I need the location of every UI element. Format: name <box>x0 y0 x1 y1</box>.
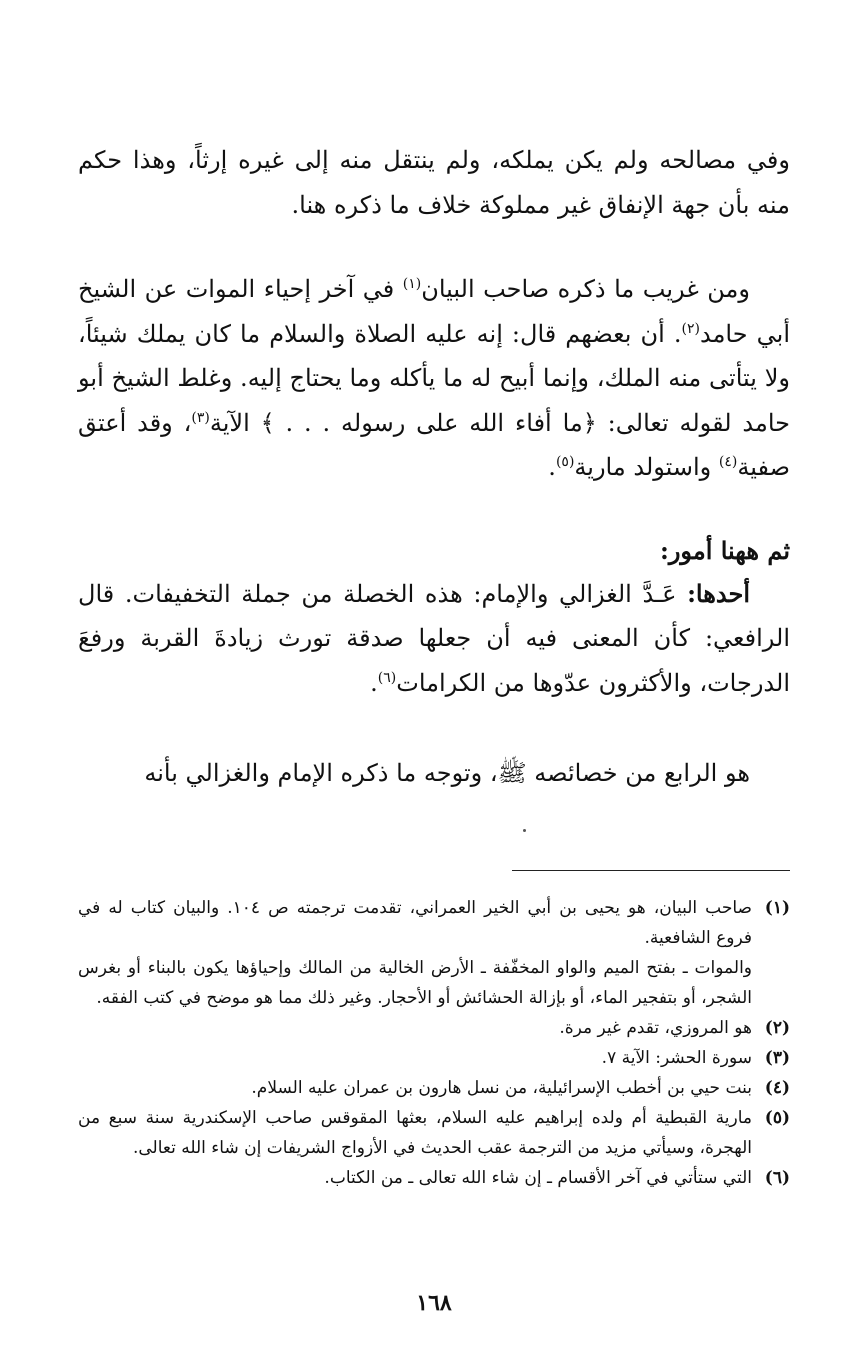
footnote-ref-1[interactable]: (١) <box>402 276 422 292</box>
footnote-2 <box>78 1013 790 1043</box>
footnotes <box>78 893 790 1193</box>
footnote-ref-5[interactable]: (٥) <box>555 454 575 470</box>
main-text <box>78 138 790 796</box>
footnote-5 <box>78 1103 790 1163</box>
footnote-ref-6[interactable]: (٦) <box>377 669 397 686</box>
footnote-ref-4[interactable]: (٤) <box>718 454 738 470</box>
footnote-number: (٣) <box>764 1048 790 1068</box>
footnote-number: (٢) <box>764 1018 790 1038</box>
footnote-divider <box>512 870 790 871</box>
text-span: . <box>370 668 378 697</box>
footnote-text: سورة الحشر: الآية ٧. <box>601 1048 752 1068</box>
footnote-4 <box>78 1073 790 1103</box>
paragraph-3 <box>78 572 790 706</box>
footnote-text: هو المروزي، تقدم غير مرة. <box>559 1018 752 1038</box>
footnote-ref-2[interactable]: (٢) <box>681 320 700 337</box>
lead-word: أحدها: <box>687 578 750 608</box>
text-span: عَـدَّ الغزالي والإمام: هذه الخصلة من جملة التخفيفات. قال الرافعي: كأن المعنى فيه أن جعلها صدقة تورث زيادةَ القربة ورفعَ الدرجات، والأكثرون عدّوها من الكرامات <box>78 579 790 697</box>
text-span: ، وقد أعتق صفية <box>78 408 790 481</box>
footnote-text: بنت حيي بن أخطب الإسرائيلية، من نسل هارون بن عمران عليه السلام. <box>251 1078 752 1098</box>
footnote-6 <box>78 1163 790 1193</box>
footnote-number: (٤) <box>764 1078 790 1098</box>
footnote-ref-3[interactable]: (٣) <box>191 409 210 426</box>
text-span: واستولد مارية <box>574 453 719 481</box>
text-span: في آخر إحياء الموات عن الشيخ أبي حامد <box>78 275 790 348</box>
footnote-text: مارية القبطية أم ولده إبراهيم عليه السلام، بعثها المقوقس صاحب الإسكندرية سنة سبع من الهجرة، وسيأتي مزيد من الترجمة عقب الحديث في الأزواج الشريفات إن شاء الله تعالى. <box>78 1108 752 1158</box>
footnote-number: (٦) <box>764 1168 790 1188</box>
text-span: . <box>548 453 556 481</box>
footnote-number: (٥) <box>764 1108 790 1128</box>
text-span: . أن بعضهم قال: إنه عليه الصلاة والسلام ما كان يملك شيئاً، ولا يتأتى منه الملك، وإنما أبيح له ما يأكله وما يحتاج إليه. وغلط الشيخ أبو حامد لقوله تعالى: ﴿ما أفاء الله على رسوله . . . ﴾ الآية <box>78 319 790 437</box>
paragraph-4: هو الرابع من خصائصه ﷺ، وتوجه ما ذكره الإمام والغزالي بأنه <box>144 759 750 787</box>
page-number: ١٦٨ <box>416 1290 452 1316</box>
footnote-text: التي ستأتي في آخر الأقسام ـ إن شاء الله تعالى ـ من الكتاب. <box>324 1168 752 1188</box>
footnote-text: صاحب البيان، هو يحيى بن أبي الخير العمراني، تقدمت ترجمته ص ١٠٤. والبيان كتاب له في فروع الشافعية. <box>78 898 752 948</box>
text-span: ومن غريب ما ذكره صاحب البيان <box>421 275 750 303</box>
section-heading: ثم ههنا أمور: <box>659 535 790 565</box>
ink-dot <box>523 829 526 832</box>
paragraph-1: وفي مصالحه ولم يكن يملكه، ولم ينتقل منه إلى غيره إرثاً، وهذا حكم منه بأن جهة الإنفاق غير مملوكة خلاف ما ذكره هنا. <box>78 146 790 219</box>
footnote-number: (١) <box>764 898 790 918</box>
footnote-3 <box>78 1043 790 1073</box>
paragraph-2 <box>78 267 790 490</box>
footnote-1 <box>78 893 790 953</box>
footnote-1-continuation: والموات ـ بفتح الميم والواو المخفّفة ـ الأرض الخالية من المالك وإحياؤها يكون بالبناء أو بغرس الشجر، أو بتفجير الماء، أو بإزالة الحشائش أو الأحجار. وغير ذلك مما هو موضح في كتب الفقه. <box>78 958 752 1008</box>
